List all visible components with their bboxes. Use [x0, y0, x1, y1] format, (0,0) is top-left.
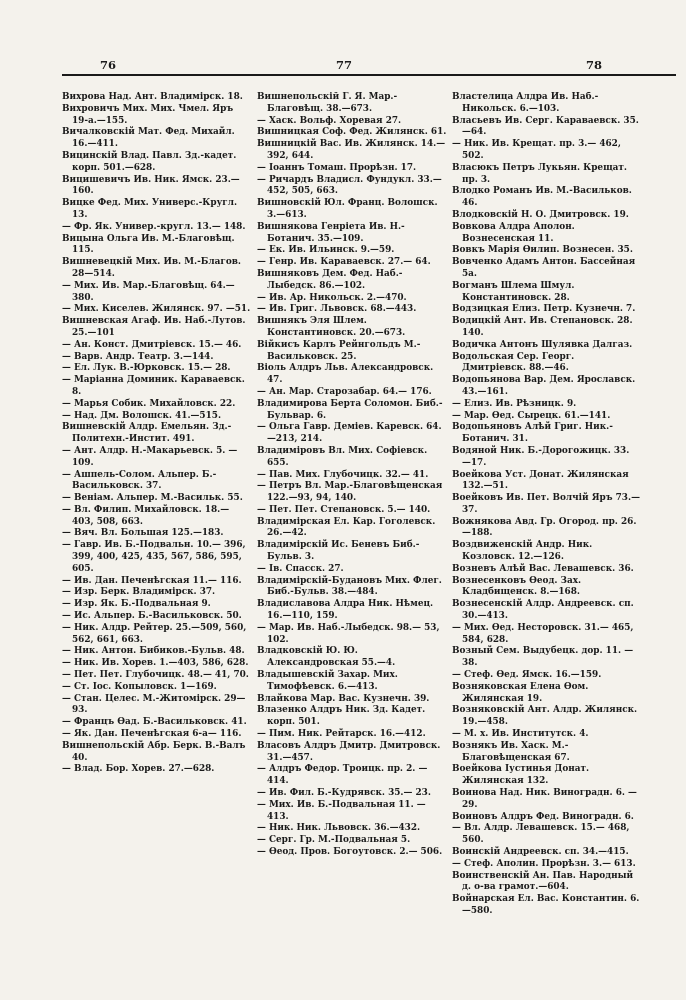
directory-entry: Вишняковъ Дем. Фед. Наб.-Лыбедск. 86.—102. [257, 268, 403, 291]
directory-entry: — Маріанна Доминик. Караваевск. 8. [62, 375, 245, 397]
directory-entry: Владимирова Берта Соломон. Биб.-Бульвар. 6. [257, 398, 443, 421]
directory-entry: — Ан. Конст. Дмитріевск. 15.— 46. [62, 339, 242, 350]
directory-entry: Владышевскій Захар. Мих. Тимофѣевск. 6.—413. [257, 670, 398, 692]
directory-entry: — Марья Собик. Михайловск. 22. [62, 398, 236, 409]
directory-entry: Воинова Над. Ник. Виноградн. 6. —29. [452, 788, 637, 810]
directory-entry: Вишницкій Вас. Ив. Жилянск. 14.—392, 644. [257, 139, 446, 161]
directory-entry: — Хаск. Вольф. Хоревая 27. [257, 115, 402, 126]
directory-entry: — Вл. Филип. Михайловск. 18.— 403, 508, 663. [62, 504, 230, 527]
directory-column-2 [257, 92, 447, 992]
directory-entry: — Вяч. Вл. Большая 125.—183. [62, 528, 224, 539]
directory-entry: Воинственскій Ан. Пав. Народный д. о-ва грамот.—604. [452, 870, 634, 893]
directory-entry: Воиновъ Алдръ Фед. Виноградн. 6. [452, 811, 634, 822]
directory-entry: Вихрова Над. Ант. Владимірск. 18. [62, 92, 243, 102]
directory-entry: Водзицкая Елиз. Петр. Кузнечн. 7. [452, 304, 636, 315]
directory-entry: — Гавр. Ив. Б.-Подвальн. 10.— 396, 399, 400, 425, 435, 567, 586, 595, 605. [62, 540, 246, 574]
directory-entry: Вовкова Алдра Аполон. Вознесенская 11. [452, 221, 575, 244]
directory-entry: — Пет. Пет. Степановск. 5.— 140. [257, 504, 431, 515]
header-rule [62, 74, 676, 76]
directory-entry: — Ив. Дан. Печенѣгская 11.— 116. [62, 575, 242, 586]
directory-entry: Водяной Ник. Б.-Дорогожицк. 33. —17. [452, 445, 630, 468]
directory-entry: — Стеф. Ѳед. Ямск. 16.—159. [452, 670, 602, 681]
directory-entry: Войнарская Ел. Вас. Константин. 6.—580. [452, 894, 640, 916]
directory-entry: — Ричардъ Владисл. Фундукл. 33.—452, 505, 663. [257, 174, 442, 197]
directory-entry: — Ашпель-Солом. Альпер. Б.-Васильковск. 37. [62, 469, 217, 492]
directory-entry: — Ив. Григ. Львовск. 68.—443. [257, 304, 417, 315]
directory-entry: Возняковскій Ант. Алдр. Жилянск. 19.—458. [452, 705, 638, 728]
directory-entry: Вожнякова Авд. Гр. Огород. пр. 26.—188. [452, 516, 637, 539]
directory-entry: — Мар. Ѳед. Сырецк. 61.—141. [452, 410, 611, 421]
directory-entry: Влазенко Алдръ Ник. Зд. Кадет. корп. 501. [257, 705, 426, 728]
directory-entry: Власовъ Алдръ Дмитр. Дмитровск. 31.—457. [257, 740, 441, 763]
directory-entry: Водичка Антонъ Шулявка Далгаз. [452, 339, 633, 350]
directory-entry: — Веніам. Альпер. М.-Васильк. 55. [62, 493, 243, 504]
directory-entry: Воейкова Іустинья Донат. Жилянская 132. [452, 764, 590, 787]
directory-entry: — Ів. Спасск. 27. [257, 563, 344, 574]
directory-entry: Вишневскій Алдр. Емельян. Зд.-Политехн.-Инстит. 491. [62, 422, 232, 445]
directory-entry: Віоль Алдръ Льв. Александровск. 47. [257, 363, 434, 386]
directory-entry: Владковскій Ю. Ю. Александровская 55.—4. [257, 646, 396, 669]
directory-entry: — Ольга Гавр. Деміев. Каревск. 64.—213, 214. [257, 422, 442, 445]
directory-entry: — Мих. Ив. Б.-Подвальная 11. —413. [257, 799, 426, 822]
page-header [0, 52, 686, 76]
directory-entry: Вишнепольскій Г. Я. Мар.-Благовѣщ. 38.—673. [257, 92, 398, 114]
directory-entry: Вихровичъ Мих. Мих. Чмел. Яръ 19-а.—155. [62, 103, 234, 126]
directory-entry: Владимірскій Ис. Беневъ Биб.-Бульв. 3. [257, 540, 420, 563]
directory-entry: Вицишевичъ Ив. Ник. Ямск. 23.—160. [62, 174, 240, 197]
directory-entry: — Ан. Мар. Старозабар. 64.— 176. [257, 386, 432, 397]
directory-entry: — Ник. Антон. Бибиков.-Бульв. 48. [62, 646, 245, 657]
directory-entry: Власьевъ Ив. Серг. Караваевск. 35.—64. [452, 115, 639, 138]
directory-entry: — Елиз. Ив. Рѣзницк. 9. [452, 398, 577, 409]
page-number-right: 78 [586, 58, 603, 72]
directory-entry: — Ив. Фил. Б.-Кудрявск. 35.— 23. [257, 788, 431, 799]
directory-entry: Водопьянова Вар. Дем. Ярославск. 43.—161. [452, 375, 636, 397]
directory-entry: Вишневецкій Мих. Ив. М.-Благов. 28—514. [62, 257, 241, 279]
directory-entry: — Мих. Ѳед. Несторовск. 31.— 465, 584, 628. [452, 622, 634, 645]
directory-entry: — Фр. Як. Универ.-кругл. 13.— 148. [62, 221, 246, 232]
directory-entry: Владиміровъ Вл. Мих. Софіевск. 655. [257, 445, 428, 468]
directory-entry: Влайкова Мар. Вас. Кузнечн. 39. [257, 693, 430, 704]
directory-entry: — Пим. Ник. Рейтарск. 16.—412. [257, 729, 426, 740]
directory-entry: Владимірскій-Будановъ Мих. Флег. Биб.-Бульв. 38.—484. [257, 575, 442, 598]
page-number-left: 76 [100, 58, 117, 72]
directory-entry: Вовченко Адамъ Антон. Бассейная 5а. [452, 257, 636, 279]
directory-entry: — Влад. Бор. Хорев. 27.—628. [62, 764, 215, 775]
directory-entry: Вознесенковъ Ѳеод. Зах. Кладбищенск. 8.—168. [452, 575, 582, 598]
directory-entry: Владимірская Ел. Кар. Гоголевск. 26.—42. [257, 516, 436, 539]
directory-entry: Властелица Алдра Ив. Наб.-Никольск. 6.—103. [452, 92, 599, 114]
directory-entry: Влодко Романъ Ив. М.-Васильков. 46. [452, 186, 632, 209]
directory-column-1 [62, 92, 252, 992]
directory-entry: Владиславова Алдра Ник. Нѣмец. 16.—110, 159. [257, 599, 434, 622]
directory-entry: — Генр. Ив. Караваевск. 27.— 64. [257, 257, 431, 268]
directory-entry: — Ант. Алдр. Н.-Макарьевск. 5. —109. [62, 445, 238, 468]
directory-entry: Вицына Ольга Ив. М.-Благовѣщ. 115. [62, 233, 235, 256]
directory-entry: — Іоаннъ Томаш. Прорѣзн. 17. [257, 162, 417, 173]
directory-entry: — Над. Дм. Волошск. 41.—515. [62, 410, 222, 421]
page-number-center: 77 [336, 58, 353, 72]
directory-entry: Вицинскій Влад. Павл. Зд.-кадет. корп. 501.—628. [62, 150, 237, 173]
directory-entry: — Ник. Ник. Львовск. 36.—432. [257, 823, 421, 834]
directory-entry: — Вл. Алдр. Левашевск. 15.— 468, 560. [452, 823, 630, 846]
directory-entry: — Ст. Іос. Копыловск. 1—169. [62, 681, 217, 692]
directory-entry: — Пет. Пет. Глубочицк. 48.— 41, 70. [62, 670, 249, 681]
directory-entry: — Изр. Як. Б.-Подвальная 9. [62, 599, 211, 610]
directory-entry: — Ис. Альпер. Б.-Васильковск. 50. [62, 611, 242, 622]
directory-entry: — Алдръ Федор. Троицк. пр. 2. —414. [257, 764, 428, 787]
directory-entry: Вишнякова Генріета Ив. Н.-Ботанич. 35.—109. [257, 221, 405, 244]
directory-entry: — Серг. Гр. М.-Подвальная 5. [257, 835, 411, 846]
directory-entry: Власюкъ Петръ Лукьян. Крещат. пр. 3. [452, 162, 628, 185]
directory-entry: Вицке Фед. Мих. Универс.-Кругл. 13. [62, 198, 238, 220]
directory-entry: Возняковская Елена Ѳом. Жилянская 19. [452, 681, 589, 704]
directory-entry: Вогманъ Шлема Шмул. Константиновск. 28. [452, 280, 575, 303]
directory-entry: Возный Сем. Выдубецк. дор. 11. —38. [452, 646, 634, 669]
directory-entry: — Мар. Ив. Наб.-Лыбедск. 98.— 53, 102. [257, 622, 440, 645]
directory-entry: — Ел. Лук. В.-Юрковск. 15.— 28. [62, 363, 231, 374]
directory-entry: Вишницкая Соф. Фед. Жилянск. 61. [257, 127, 447, 138]
directory-entry: Воинскій Андреевск. сп. 34.—415. [452, 847, 629, 857]
directory-entry: Вишневская Агаф. Ив. Наб.-Лутов. 25.—101 [62, 316, 246, 338]
directory-entry: Вознякъ Ив. Хаск. М.-Благовѣщенская 67. [452, 740, 570, 763]
directory-entry: Воздвиженскій Андр. Ник. Козловск. 12.—126. [452, 540, 593, 563]
directory-entry: Водольская Сер. Георг. Дмитріевск. 88.—46. [452, 351, 575, 374]
directory-entry: Воейковъ Ив. Пет. Волчій Яръ 73.—37. [452, 493, 640, 515]
directory-entry: — Петръ Вл. Мар.-Благовѣщенская 122.—93, 94, 140. [257, 481, 443, 504]
directory-entry: — Ив. Ар. Никольск. 2.—470. [257, 292, 407, 303]
directory-entry: — Пав. Мих. Глубочицк. 32.— 41. [257, 469, 429, 480]
directory-entry: — Стан. Целес. М.-Житомірск. 29—93. [62, 693, 246, 716]
directory-entry: Вовкъ Марія Ѳилип. Вознесен. 35. [452, 245, 633, 256]
directory-entry: Водопьяновъ Алѣй Григ. Ник.-Ботанич. 31. [452, 422, 613, 445]
directory-entry: Вознесенскій Алдр. Андреевск. сп. 30.—413. [452, 599, 634, 622]
directory-entry: — М. х. Ив. Институтск. 4. [452, 729, 589, 740]
directory-entry: Війкисъ Карлъ Рейнгольдъ М.-Васильковск. 25. [257, 339, 421, 362]
directory-entry: — Изр. Берк. Владимірск. 37. [62, 587, 216, 598]
directory-entry: Вишнепольскій Абр. Берк. В.-Валъ 40. [62, 740, 246, 763]
directory-entry: — Ник. Ив. Крещат. пр. 3.— 462, 502. [452, 139, 621, 161]
directory-entry: — Ѳеод. Пров. Богоутовск. 2.— 506. [257, 847, 443, 857]
directory-entry: — Ник. Алдр. Рейтер. 25.—509, 560, 562, 661, 663. [62, 622, 247, 645]
directory-entry: Вишновскій Юл. Франц. Волошск. 3.—613. [257, 198, 438, 220]
directory-entry: — Стеф. Аполин. Прорѣзн. 3.— 613. [452, 858, 636, 869]
directory-entry: — Як. Дан. Печенѣгская 6-а— 116. [62, 729, 242, 740]
directory-entry: — Ек. Ив. Ильинск. 9.—59. [257, 245, 395, 256]
directory-column-3 [452, 92, 640, 992]
directory-entry: Вишнякъ Эля Шлем. Константиновск. 20.—673. [257, 316, 406, 338]
directory-entry: Воейкова Уст. Донат. Жилянская 132.—51. [452, 469, 629, 492]
directory-entry: — Францъ Ѳад. Б.-Васильковск. 41. [62, 717, 247, 728]
directory-entry: Возневъ Алѣй Вас. Левашевск. 36. [452, 563, 634, 574]
directory-entry: — Мих. Ив. Мар.-Благовѣщ. 64.—380. [62, 280, 235, 303]
directory-entry: Вичалковскій Мат. Фед. Михайл. 16.—411. [62, 127, 235, 150]
directory-entry: — Мих. Киселев. Жилянск. 97. —51. [62, 304, 251, 315]
directory-entry: — Ник. Ив. Хорев. 1.—403, 586, 628. [62, 658, 249, 669]
directory-entry: Влодковскій Н. О. Дмитровск. 19. [452, 209, 629, 220]
directory-entry: Водицкій Ант. Ив. Степановск. 28. 140. [452, 316, 633, 338]
directory-entry: — Варв. Андр. Театр. 3.—144. [62, 351, 214, 362]
